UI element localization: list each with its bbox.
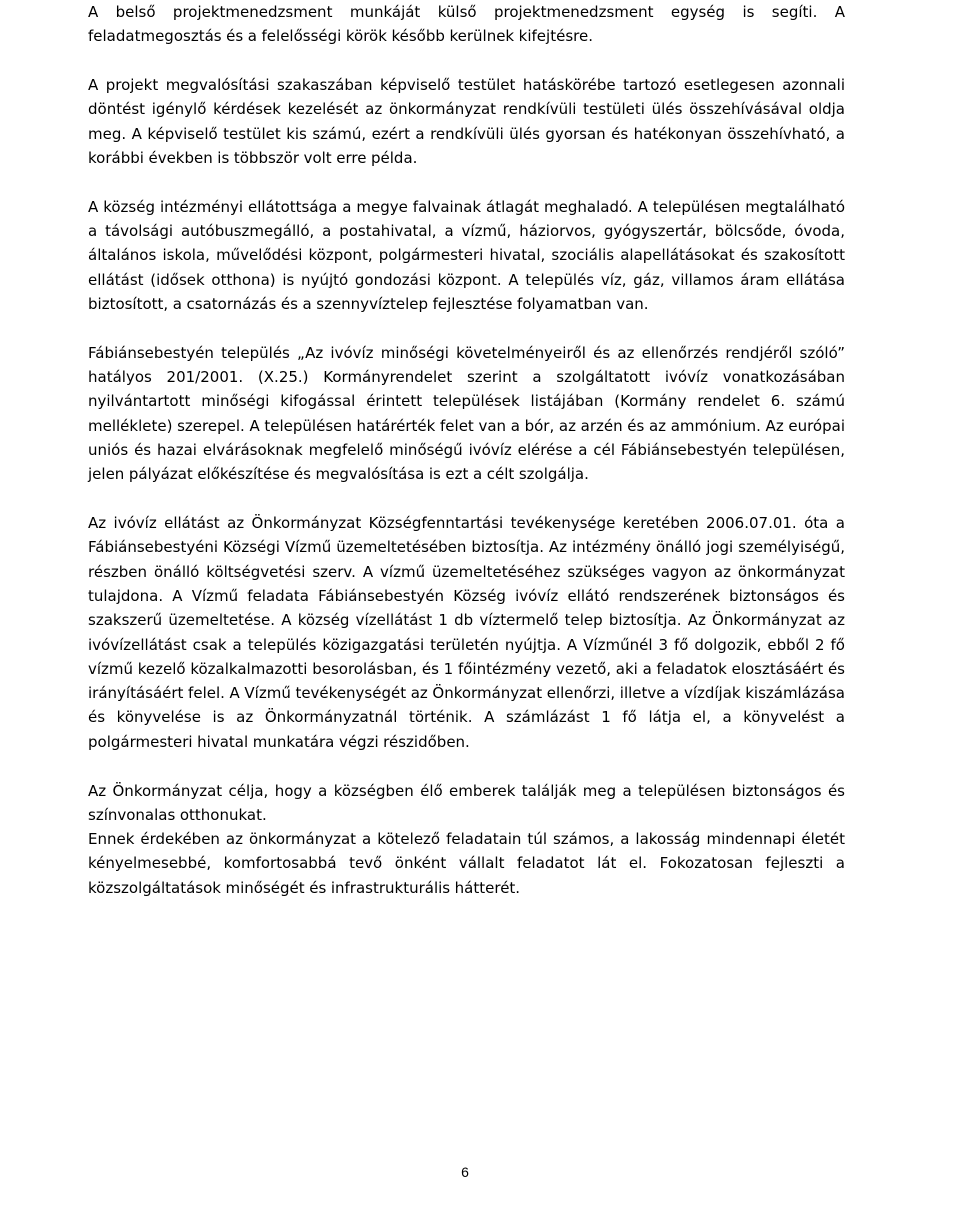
page-number: 6 xyxy=(461,1164,469,1180)
paragraph-water-utility: Az ivóvíz ellátást az Önkormányzat Községfenntartási tevékenysége keretében 2006.07.01. óta a Fábiánsebestyéni Községi Vízmű üzemeltetésében biztosítja. Az intézmény önálló jogi személyiségű, részben önálló költségvetési szerv. A vízmű üzemeltetéséhez szükséges vagyon az önkormányzat tulajdona. A Vízmű feladata Fábiánsebestyén Község ivóvíz ellátó rendszerének biztonságos és szakszerű üzemeltetése. A község vízellátást 1 db víztermelő telep biztosítja. Az Önkormányzat az ivóvízellátást csak a település közigazgatási területén nyújtja. A Vízműnél 3 fő dolgozik, ebből 2 fő vízmű kezelő közalkalmazotti besorolásban, és 1 főintézmény vezető, aki a feladatok elosztásáért és irányításáért felel. A Vízmű tevékenységét az Önkormányzat ellenőrzi, illetve a vízdíjak kiszámlázása és könyvelése is az Önkormányzatnál történik. A számlázást 1 fő látja el, a könyvelést a polgármesteri hivatal munkatára végzi részidőben. xyxy=(88,514,845,751)
paragraph-project-management: A belső projektmenedzsment munkáját külső projektmenedzsment egység is segíti. A feladatmegosztás és a felelősségi körök később kerülnek kifejtésre. xyxy=(88,3,845,46)
document-page xyxy=(88,0,845,900)
paragraph-municipality-goal: Az Önkormányzat célja, hogy a községben élő emberek találják meg a településen biztonságos és színvonalas otthonukat. xyxy=(88,781,845,824)
paragraph-village-institutions: A község intézményi ellátottsága a megye falvainak átlagát meghaladó. A településen megtalálható a távolsági autóbuszmegálló, a postahivatal, a vízmű, háziorvos, gyógyszertár, bölcsőde, óvoda, általános iskola, művelődési központ, polgármesteri hivatal, szociális alapellátásokat és szakosított ellátást (idősek otthona) is nyújtó gondozási központ. A település víz, gáz, villamos áram ellátása biztosított, a csatornázás és a szennyvíztelep fejlesztése folyamatban van. xyxy=(88,197,845,313)
paragraph-drinking-water-quality: Fábiánsebestyén település „Az ivóvíz minőségi követelményeiről és az ellenőrzés rendjéről szóló” hatályos 201/2001. (X.25.) Kormányrendelet szerint a szolgáltatott ivóvíz vonatkozásában nyilvántartott minőségi kifogással érintett települések listájában (Kormány rendelet 6. számú melléklete) szerepel. A településen határérték felet van a bór, az arzén és az ammónium. Az európai uniós és hazai elvárásoknak megfelelő minőségű ivóvíz elérése a cél Fábiánsebestyén településen, jelen pályázat előkészítése és megvalósítása is ezt a célt szolgálja. xyxy=(88,343,845,484)
paragraph-council-decisions: A projekt megvalósítási szakaszában képviselő testület hatáskörébe tartozó esetlegesen azonnali döntést igénylő kérdések kezelését az önkormányzat rendkívüli testületi ülés összehívásával oldja meg. A képviselő testület kis számú, ezért a rendkívüli ülés gyorsan és hatékonyan összehívható, a korábbi években is többször volt erre példa. xyxy=(88,76,845,167)
paragraph-voluntary-tasks: Ennek érdekében az önkormányzat a kötelező feladatain túl számos, a lakosság mindennapi életét kényelmesebbé, komfortosabbá tevő önként vállalt feladatot lát el. Fokozatosan fejleszti a közszolgáltatások minőségét és infrastrukturális hátterét. xyxy=(88,830,845,897)
